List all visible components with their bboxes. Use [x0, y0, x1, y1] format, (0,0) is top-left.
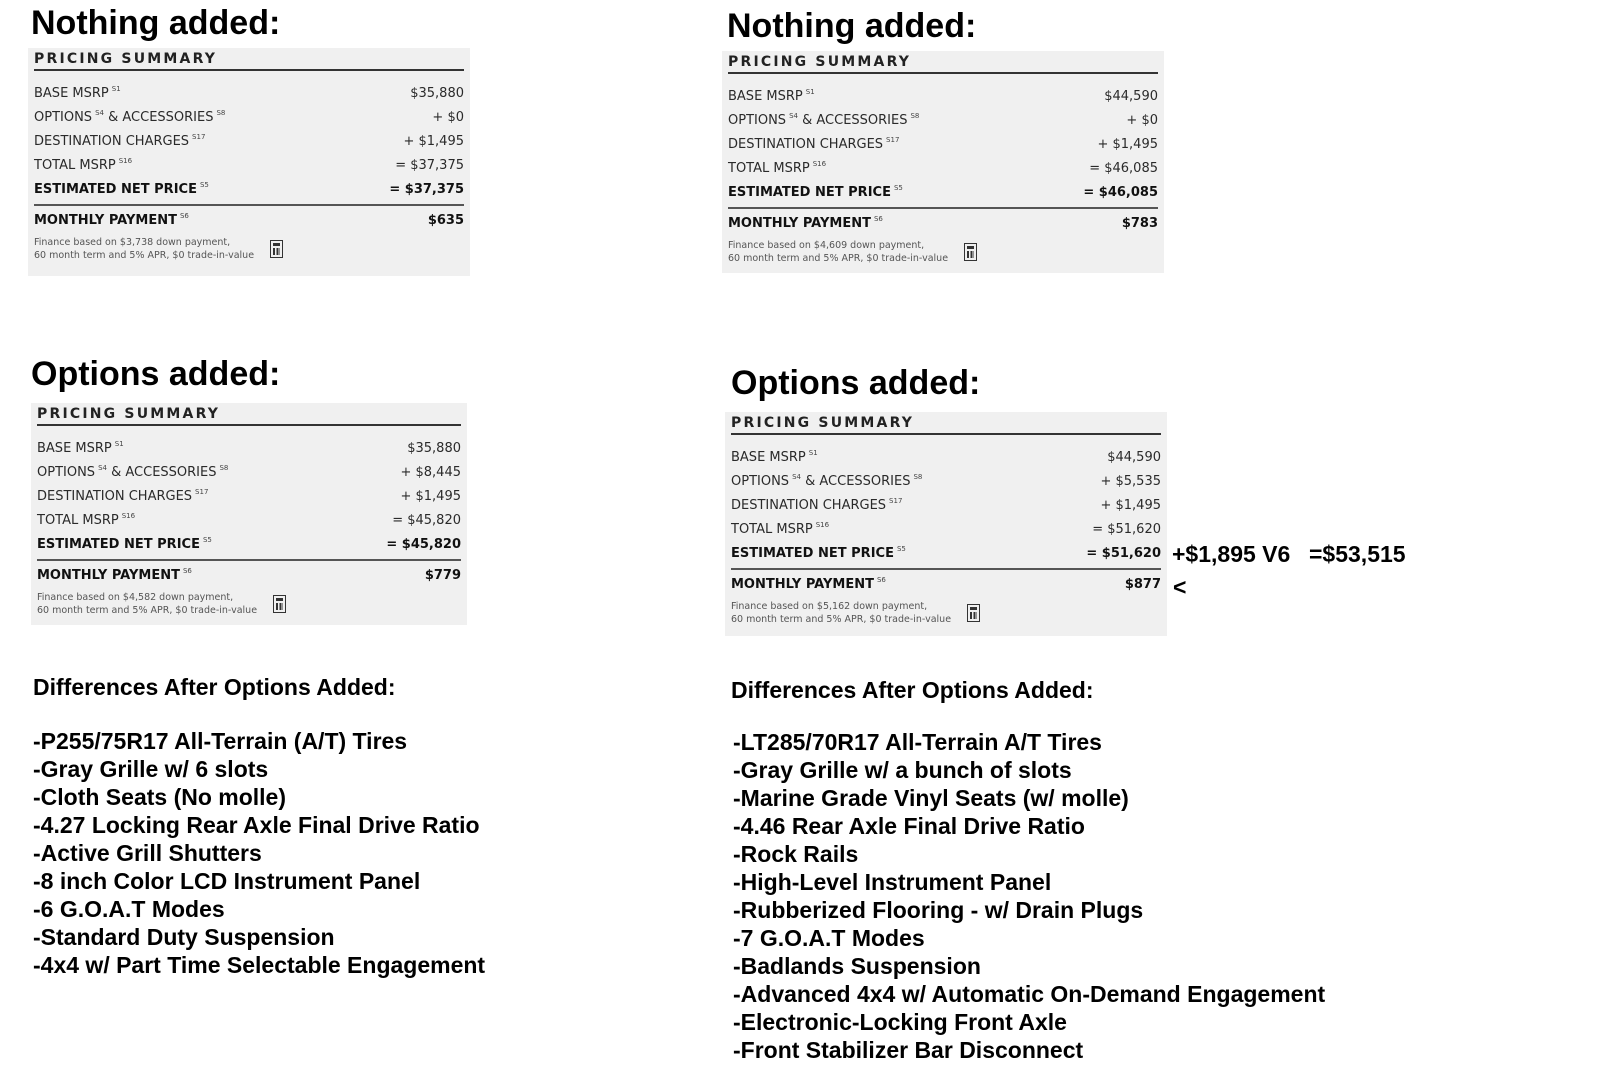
pricing-row-value: $44,590: [1107, 449, 1161, 465]
total-annotation: =$53,515: [1309, 541, 1406, 567]
calculator-icon[interactable]: [273, 595, 286, 613]
pricing-summary-card: [28, 48, 470, 276]
monthly-payment-value: $779: [424, 567, 461, 583]
monthly-payment-row: [34, 206, 464, 234]
pricing-row-label: [728, 88, 815, 104]
difference-item: -8 inch Color LCD Instrument Panel: [33, 868, 421, 894]
label-text: MONTHLY PAYMENT: [731, 577, 874, 592]
pricing-row: [728, 156, 1158, 180]
pricing-summary-card: [722, 51, 1164, 273]
pricing-row-label: [34, 109, 225, 125]
finance-note-line: Finance based on $4,582 down payment,: [37, 592, 234, 603]
monthly-payment-value: $877: [1124, 576, 1161, 592]
footnote-marker: S1: [111, 85, 121, 93]
monthly-payment-row: [37, 561, 461, 589]
label-text: OPTIONS: [731, 474, 790, 489]
pricing-row-value: = $51,620: [1092, 521, 1161, 537]
footnote-marker: S4: [98, 464, 107, 472]
footnote-marker: S5: [199, 181, 209, 189]
pricing-row: [728, 180, 1158, 204]
pricing-row: [34, 129, 464, 153]
pricing-summary-card: [725, 412, 1167, 636]
pricing-row-value: = $45,820: [386, 536, 461, 552]
label-text: TOTAL MSRP: [731, 522, 813, 537]
monthly-payment-row: [731, 570, 1161, 598]
label-text: TOTAL MSRP: [34, 158, 116, 173]
pricing-row: [728, 132, 1158, 156]
label-text: BASE MSRP: [34, 86, 109, 101]
monthly-payment-value: $783: [1121, 215, 1158, 231]
finance-note-text: [34, 236, 254, 262]
label-text: BASE MSRP: [728, 89, 803, 104]
footnote-marker: S6: [873, 215, 883, 223]
footnote-marker: S16: [118, 157, 133, 165]
finance-note: [34, 236, 464, 262]
pricing-row: [37, 460, 461, 484]
pricing-summary-title: PRICING SUMMARY: [728, 54, 1158, 74]
label-text-2: & ACCESSORIES: [805, 474, 911, 489]
label-text: OPTIONS: [34, 110, 93, 125]
footnote-marker: S6: [182, 567, 192, 575]
footnote-marker: S17: [889, 497, 903, 505]
difference-item: -Advanced 4x4 w/ Automatic On-Demand Engagement: [733, 981, 1326, 1007]
pricing-row: [731, 493, 1161, 517]
pricing-row-value: $35,880: [407, 440, 461, 456]
differences-title-left: Differences After Options Added:: [33, 674, 396, 700]
calculator-icon[interactable]: [270, 240, 283, 258]
pricing-row: [731, 445, 1161, 469]
pricing-row-value: = $46,085: [1089, 160, 1158, 176]
label-text-2: & ACCESSORIES: [111, 465, 217, 480]
difference-item: -Active Grill Shutters: [33, 840, 262, 866]
pricing-summary-title: PRICING SUMMARY: [34, 51, 464, 71]
monthly-payment-value: $635: [427, 212, 464, 228]
pricing-row-label: [37, 440, 124, 456]
difference-item: -Gray Grille w/ 6 slots: [33, 756, 269, 782]
label-text: DESTINATION CHARGES: [37, 489, 193, 504]
pricing-row-label: [37, 536, 212, 552]
pricing-row-value: + $5,535: [1100, 473, 1161, 489]
pricing-row-label: [34, 85, 121, 101]
footnote-marker: S17: [192, 133, 206, 141]
finance-note-line: 60 month term and 5% APR, $0 trade-in-value: [731, 614, 952, 625]
difference-item: -High-Level Instrument Panel: [733, 869, 1052, 895]
pricing-row-value: $35,880: [410, 85, 464, 101]
v6-annotation: +$1,895 V6: [1172, 541, 1291, 567]
footnote-marker: S4: [789, 112, 798, 120]
difference-item: -6 G.O.A.T Modes: [33, 896, 225, 922]
pricing-row-label: [731, 545, 906, 561]
difference-item: -4.27 Locking Rear Axle Final Drive Ratio: [33, 812, 480, 838]
finance-note-line: Finance based on $3,738 down payment,: [34, 237, 231, 248]
differences-title-right: Differences After Options Added:: [731, 677, 1094, 703]
calculator-icon[interactable]: [967, 604, 980, 622]
pricing-summary-title: PRICING SUMMARY: [731, 415, 1161, 435]
finance-note-line: 60 month term and 5% APR, $0 trade-in-value: [728, 253, 949, 264]
pricing-row-label: [37, 488, 208, 504]
monthly-payment-label: [731, 576, 886, 592]
pricing-row: [37, 508, 461, 532]
pricing-summary-card: [31, 403, 467, 625]
pricing-row: [728, 108, 1158, 132]
label-text: BASE MSRP: [37, 441, 112, 456]
pricing-row-label: [731, 497, 902, 513]
differences-list-right: [733, 728, 1325, 1064]
label-text: TOTAL MSRP: [37, 513, 119, 528]
footnote-marker: S17: [195, 488, 209, 496]
monthly-payment-label: [34, 212, 189, 228]
footnote-marker: S8: [219, 464, 229, 472]
pricing-row-value: = $46,085: [1083, 184, 1158, 200]
pricing-row-label: [728, 160, 826, 176]
pricing-row: [728, 84, 1158, 108]
label-text: ESTIMATED NET PRICE: [34, 182, 197, 197]
pricing-row: [37, 436, 461, 460]
pricing-row-value: + $0: [1126, 112, 1158, 128]
label-text: BASE MSRP: [731, 450, 806, 465]
finance-note-line: Finance based on $5,162 down payment,: [731, 601, 928, 612]
pricing-row-label: [731, 473, 922, 489]
pricing-row-label: [731, 449, 818, 465]
pricing-row: [34, 177, 464, 201]
difference-item: -Electronic-Locking Front Axle: [733, 1009, 1067, 1035]
footnote-marker: S16: [815, 521, 830, 529]
footnote-marker: S8: [913, 473, 923, 481]
label-text: DESTINATION CHARGES: [731, 498, 887, 513]
pricing-row-label: [34, 133, 205, 149]
difference-item: -Rock Rails: [733, 841, 859, 867]
footnote-marker: S5: [896, 545, 906, 553]
difference-item: -4.46 Rear Axle Final Drive Ratio: [733, 813, 1085, 839]
heading-options-added-right: Options added:: [731, 364, 981, 402]
difference-item: -P255/75R17 All-Terrain (A/T) Tires: [33, 728, 408, 754]
footnote-marker: S5: [893, 184, 903, 192]
pricing-row-value: + $1,495: [1100, 497, 1161, 513]
pricing-row-value: = $45,820: [392, 512, 461, 528]
pricing-row-value: + $8,445: [400, 464, 461, 480]
pricing-row-value: + $1,495: [403, 133, 464, 149]
difference-item: -4x4 w/ Part Time Selectable Engagement: [33, 952, 486, 978]
finance-note-text: [37, 591, 257, 617]
calculator-icon[interactable]: [964, 243, 977, 261]
footnote-marker: S4: [95, 109, 104, 117]
label-text: ESTIMATED NET PRICE: [731, 546, 894, 561]
monthly-payment-label: [37, 567, 192, 583]
label-text: OPTIONS: [728, 113, 787, 128]
pricing-row-label: [37, 512, 135, 528]
monthly-payment-label: [728, 215, 883, 231]
pricing-row: [37, 532, 461, 556]
footnote-marker: S17: [886, 136, 900, 144]
pricing-row: [731, 541, 1161, 565]
pricing-row-value: = $37,375: [395, 157, 464, 173]
difference-item: -Cloth Seats (No molle): [33, 784, 287, 810]
difference-item: -LT285/70R17 All-Terrain A/T Tires: [733, 729, 1102, 755]
footnote-marker: S5: [202, 536, 212, 544]
difference-item: -Marine Grade Vinyl Seats (w/ molle): [733, 785, 1129, 811]
finance-note: [728, 239, 1158, 265]
monthly-payment-row: [728, 209, 1158, 237]
difference-item: -Badlands Suspension: [733, 953, 981, 979]
footnote-marker: S16: [812, 160, 827, 168]
pricing-row: [37, 484, 461, 508]
differences-list-left: [33, 727, 485, 979]
label-text: TOTAL MSRP: [728, 161, 810, 176]
pricing-row-label: [731, 521, 829, 537]
pricing-row: [731, 469, 1161, 493]
pricing-summary-title: PRICING SUMMARY: [37, 406, 461, 426]
label-text: MONTHLY PAYMENT: [34, 213, 177, 228]
label-text: DESTINATION CHARGES: [34, 134, 190, 149]
pricing-row-value: + $0: [432, 109, 464, 125]
pricing-row-label: [728, 184, 903, 200]
heading-options-added-left: Options added:: [31, 355, 281, 393]
label-text: MONTHLY PAYMENT: [728, 216, 871, 231]
pricing-row: [34, 81, 464, 105]
label-text: ESTIMATED NET PRICE: [728, 185, 891, 200]
label-text-2: & ACCESSORIES: [108, 110, 214, 125]
pricing-row: [34, 105, 464, 129]
difference-item: -Rubberized Flooring - w/ Drain Plugs: [733, 897, 1144, 923]
footnote-marker: S6: [876, 576, 886, 584]
finance-note-line: Finance based on $4,609 down payment,: [728, 240, 925, 251]
pricing-row-label: [34, 157, 132, 173]
pricing-row: [34, 153, 464, 177]
pricing-row-label: [34, 181, 209, 197]
footnote-marker: S4: [792, 473, 801, 481]
finance-note: [731, 600, 1161, 626]
footnote-marker: S1: [808, 449, 818, 457]
finance-note-text: [728, 239, 948, 265]
heading-nothing-added-left: Nothing added:: [31, 4, 281, 42]
label-text: MONTHLY PAYMENT: [37, 568, 180, 583]
pricing-row-value: = $51,620: [1086, 545, 1161, 561]
footnote-marker: S8: [910, 112, 920, 120]
pricing-row-value: $44,590: [1104, 88, 1158, 104]
finance-note-line: 60 month term and 5% APR, $0 trade-in-value: [37, 605, 258, 616]
pricing-row-value: = $37,375: [389, 181, 464, 197]
pricing-row-value: + $1,495: [400, 488, 461, 504]
pricing-row: [731, 517, 1161, 541]
label-text: OPTIONS: [37, 465, 96, 480]
finance-note: [37, 591, 461, 617]
footnote-marker: S8: [216, 109, 226, 117]
arrow-annotation: <: [1173, 574, 1187, 600]
difference-item: -7 G.O.A.T Modes: [733, 925, 925, 951]
pricing-row-label: [728, 112, 919, 128]
pricing-row-value: + $1,495: [1097, 136, 1158, 152]
pricing-row-label: [728, 136, 899, 152]
footnote-marker: S6: [179, 212, 189, 220]
footnote-marker: S1: [805, 88, 815, 96]
label-text: DESTINATION CHARGES: [728, 137, 884, 152]
difference-item: -Standard Duty Suspension: [33, 924, 335, 950]
difference-item: -Gray Grille w/ a bunch of slots: [733, 757, 1072, 783]
difference-item: -Front Stabilizer Bar Disconnect: [733, 1037, 1084, 1063]
label-text-2: & ACCESSORIES: [802, 113, 908, 128]
pricing-row-label: [37, 464, 228, 480]
heading-nothing-added-right: Nothing added:: [727, 7, 977, 45]
footnote-marker: S16: [121, 512, 136, 520]
label-text: ESTIMATED NET PRICE: [37, 537, 200, 552]
finance-note-line: 60 month term and 5% APR, $0 trade-in-value: [34, 250, 255, 261]
footnote-marker: S1: [114, 440, 124, 448]
finance-note-text: [731, 600, 951, 626]
